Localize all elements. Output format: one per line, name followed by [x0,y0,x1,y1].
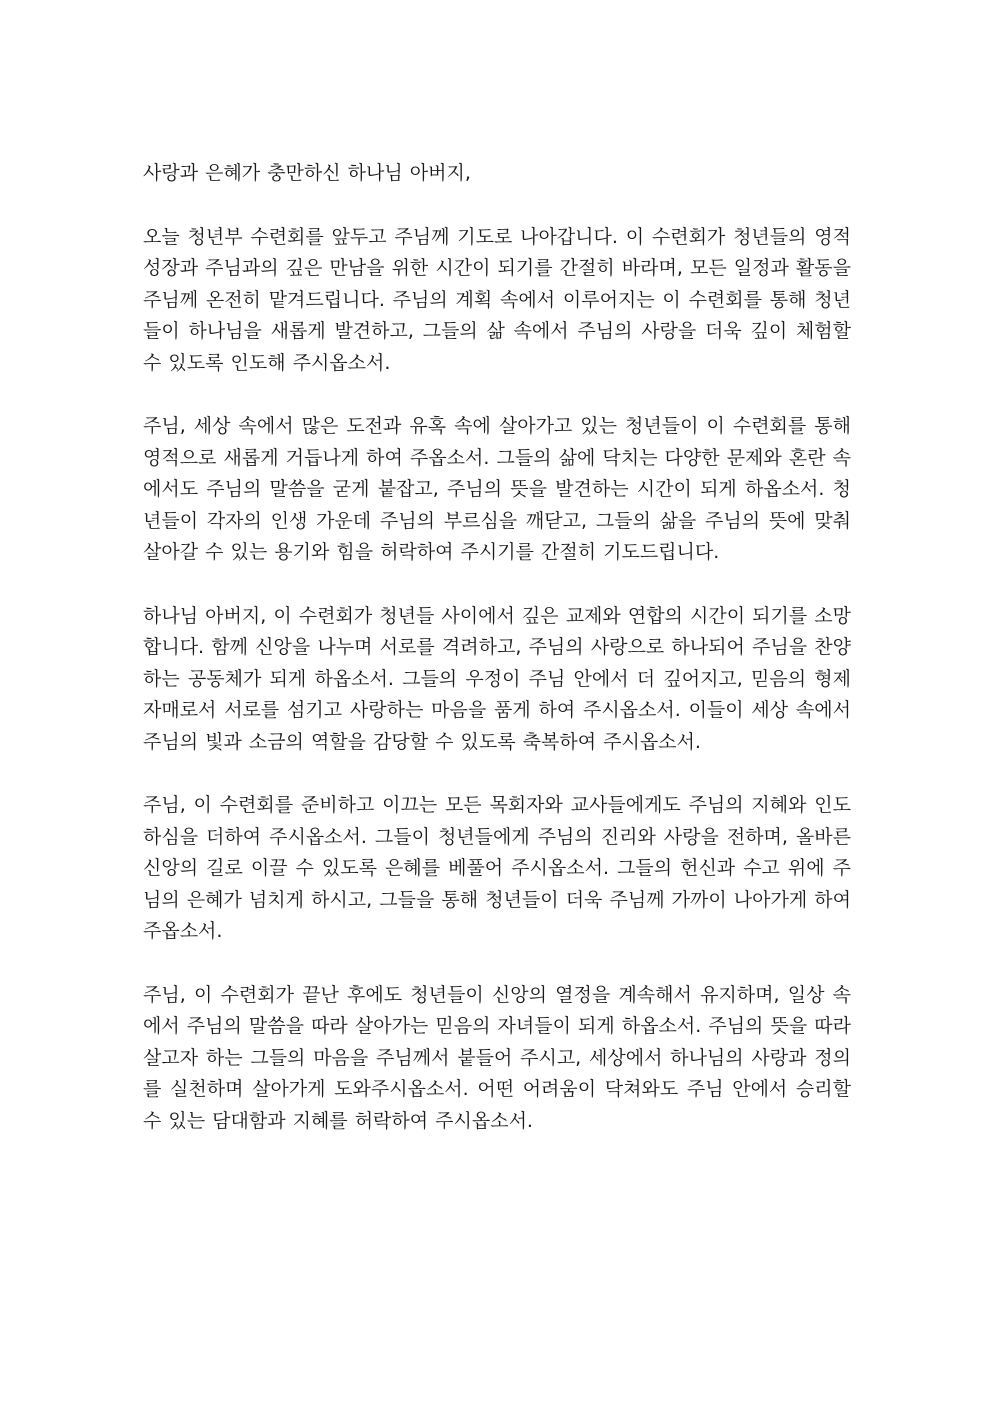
paragraph-2: 주님, 세상 속에서 많은 도전과 유혹 속에 살아가고 있는 청년들이 이 수련회를 통해 영적으로 새롭게 거듭나게 하여 주옵소서. 그들의 삶에 닥치는 다양한 문제와 혼란 속에서도 주님의 말씀을 굳게 붙잡고, 주님의 뜻을 발견하는 시간이 되게 하옵소서. 청년들이 각자의 인생 가운데 주님의 부르심을 깨닫고, 그들의 삶을 주님의 뜻에 맞춰 살아갈 수 있는 용기와 힘을 허락하여 주시기를 간절히 기도드립니다. [143,415,851,563]
paragraph-1: 오늘 청년부 수련회를 앞두고 주님께 기도로 나아갑니다. 이 수련회가 청년들의 영적 성장과 주님과의 깊은 만남을 위한 시간이 되기를 간절히 바라며, 모든 일정과 활동을 주님께 온전히 맡겨드립니다. 주님의 계획 속에서 이루어지는 이 수련회를 통해 청년들이 하나님을 새롭게 발견하고, 그들의 삶 속에서 주님의 사랑을 더욱 깊이 체험할 수 있도록 인도해 주시옵소서. [143,225,851,374]
paragraph-3: 하나님 아버지, 이 수련회가 청년들 사이에서 깊은 교제와 연합의 시간이 되기를 소망합니다. 함께 신앙을 나누며 서로를 격려하고, 주님의 사랑으로 하나되어 주님을 찬양하는 공동체가 되게 하옵소서. 그들의 우정이 주님 안에서 더 깊어지고, 믿음의 형제자매로서 서로를 섬기고 사랑하는 마음을 품게 하여 주시옵소서. 이들이 세상 속에서 주님의 빛과 소금의 역할을 감당할 수 있도록 축복하여 주시옵소서. [143,604,851,753]
paragraph-4: 주님, 이 수련회를 준비하고 이끄는 모든 목회자와 교사들에게도 주님의 지혜와 인도하심을 더하여 주시옵소서. 그들이 청년들에게 주님의 진리와 사랑을 전하며, 올바른 신앙의 길로 이끌 수 있도록 은혜를 베풀어 주시옵소서. 그들의 헌신과 수고 위에 주님의 은혜가 넘치게 하시고, 그들을 통해 청년들이 더욱 주님께 가까이 나아가게 하여 주옵소서. [143,794,851,942]
prayer-text [143,158,851,1137]
greeting-line: 사랑과 은혜가 충만하신 하나님 아버지, [143,162,471,184]
paragraph-5: 주님, 이 수련회가 끝난 후에도 청년들이 신앙의 열정을 계속해서 유지하며, 일상 속에서 주님의 말씀을 따라 살아가는 믿음의 자녀들이 되게 하옵소서. 주님의 뜻을 따라 살고자 하는 그들의 마음을 주님께서 붙들어 주시고, 세상에서 하나님의 사랑과 정의를 실천하며 살아가게 도와주시옵소서. 어떤 어려움이 닥쳐와도 주님 안에서 승리할 수 있는 담대함과 지혜를 허락하여 주시옵소서. [143,983,851,1132]
